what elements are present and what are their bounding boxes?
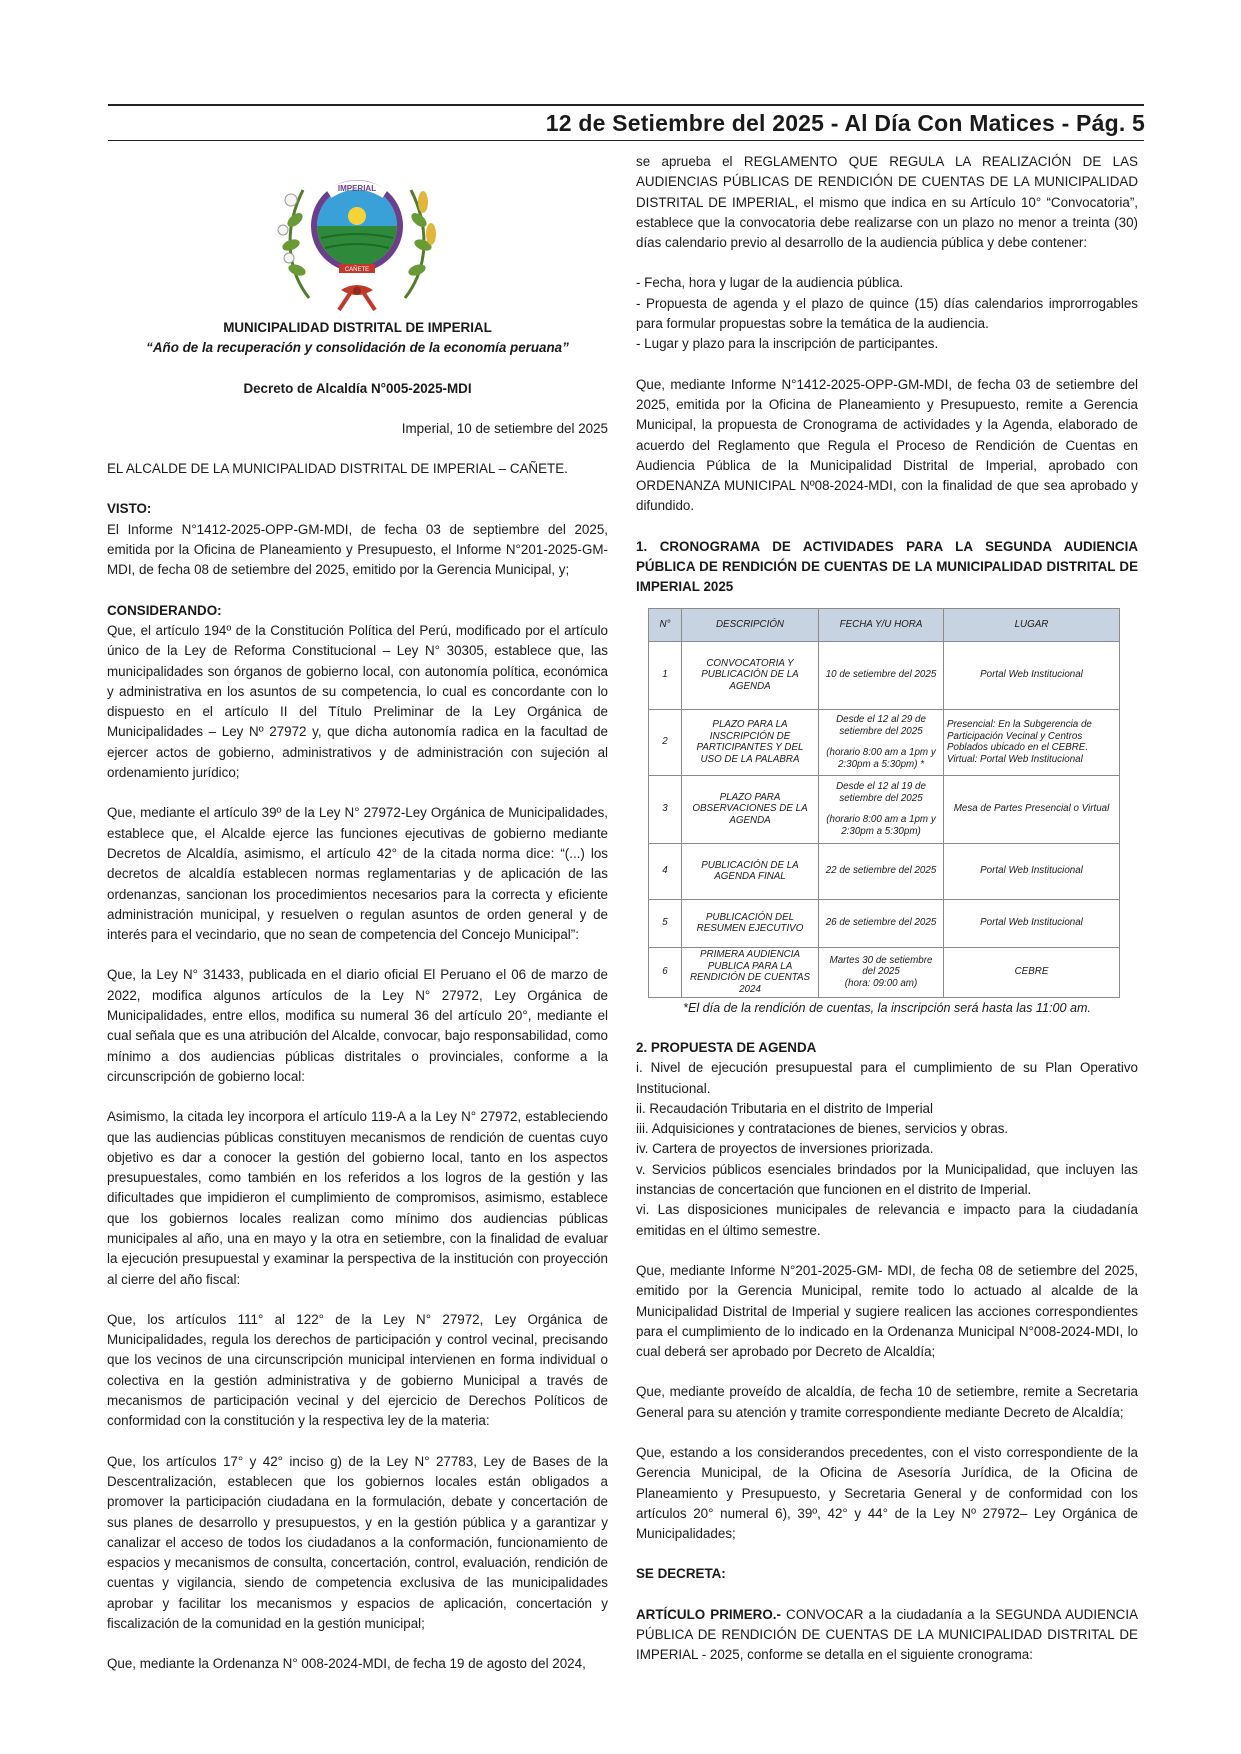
row-date-text: Desde el 12 al 19 de setiembre del 2025 [836,781,926,804]
agenda-item: vi. Las disposiciones municipales de relevancia e impacto para la ciudadanía emitidas en el último semestre. [636,1202,1138,1238]
row-number: 4 [649,843,682,899]
row-description: PRIMERA AUDIENCIA PUBLICA PARA LA RENDICIÓN DE CUENTAS 2024 [682,947,819,997]
row-description: PLAZO PARA LA INSCRIPCIÓN DE PARTICIPANTES Y DEL USO DE LA PALABRA [682,709,819,775]
agenda-item: iii. Adquisiciones y contrataciones de bienes, servicios y obras. [636,1121,1009,1137]
row-date [819,641,944,709]
table-row [649,775,1120,843]
column-header: DESCRIPCIÓN [682,608,819,641]
row-date [819,899,944,947]
article-one-text: CONVOCAR a la ciudadanía a la SEGUNDA AUDIENCIA PÚBLICA DE RENDICIÓN DE CUENTAS DE LA MUNICIPALIDAD DISTRITAL DE IMPERIAL - 2025, conforme se detalla en el siguiente cronograma: [636,1606,1138,1663]
column-header: N° [649,608,682,641]
row-date-text: Martes 30 de setiembre del 2025 [829,954,933,978]
municipality-name: MUNICIPALIDAD DISTRITAL DE IMPERIAL [223,320,492,335]
left-column [107,152,608,1675]
body-paragraph: Que, estando a los considerandos precedentes, con el visto correspondiente de la Gerencia Municipal, de la Oficina de Asesoría Jurídica, de la Oficina de Planeamiento y Presupuesto, y Secretaria General y de conformidad con los artículos 20° numeral 6), 39º, 42° y 44° de la Ley Nº 27972– Ley Orgánica de Municipalidades; [636,1444,1138,1542]
body-paragraph: Que, mediante Informe N°1412-2025-OPP-GM-MDI, de fecha 03 de setiembre del 2025, emitida por la Oficina de Planeamiento y Presupuesto, remite a Gerencia Municipal, la propuesta de Cronograma de actividades y la Agenda, elaborado de acuerdo del Reglamento que Regula el Proceso de Rendición de Cuentas en Audiencia Pública de la Municipalidad Distrital de Imperial, aprobado con ORDENANZA MUNICIPAL Nº08-2024-MDI, con la finalidad de que sea aprobado y difundido. [636,376,1138,514]
schedule-table [648,608,1120,998]
table-row [649,641,1120,709]
row-place: Portal Web Institucional [944,899,1120,947]
row-place: Presencial: En la Subgerencia de Participación Vecinal y Centros Poblados ubicado en el CEBRE. Virtual: Portal Web Institucional [944,709,1120,775]
header-rule-top [108,104,1144,106]
considerando-paragraph: Asimismo, la citada ley incorpora el artículo 119-A a la Ley N° 27972, estableciendo que las audiencias públicas constituyen mecanismos de rendición de cuentas cuyo objetivo es dar a conocer la gestión del gobierno local, tanto en los aspectos presupuestales, como también en los referidos a los logros de la gestión y las dificultades que impidieron el cumplimiento de compromisos, asimismo, establece que los gobiernos locales realizan como mínimo dos audiencias públicas municipales al año, una en mayo y la otra en setiembre, con la finalidad de evaluar la ejecución presupuestal y examinar la perspectiva de la institución con proyección al cierre del año fiscal: [107,1109,608,1287]
header-rule-bottom [108,140,1144,141]
municipal-seal-icon [269,160,445,312]
decreta-heading: SE DECRETA: [636,1566,726,1582]
body-paragraph: se aprueba el REGLAMENTO QUE REGULA LA REALIZACIÓN DE LAS AUDIENCIAS PÚBLICAS DE RENDICIÓN DE CUENTAS DE LA MUNICIPALIDAD DISTRITAL DE IMPERIAL, el mismo que indica en su Artículo 10° “Convocatoria”, establece que la convocatoria debe realizarse con un plazo no menor a treinta (30) días calendario previo al desarrollo de la audiencia pública y debe contener: [636,154,1138,251]
agenda-item: iv. Cartera de proyectos de inversiones priorizada. [636,1141,934,1157]
row-description: CONVOCATORIA Y PUBLICACIÓN DE LA AGENDA [682,641,819,709]
article-one [636,1605,1138,1666]
row-date-text: 22 de setiembre del 2025 [825,865,937,877]
table-footnote: *El día de la rendición de cuentas, la inscripción será hasta las 11:00 am. [683,1000,1091,1015]
agenda-item: ii. Recaudación Tributaria en el distrito de Imperial [636,1100,933,1116]
considerando-paragraph: Que, mediante el artículo 39º de la Ley N° 27972-Ley Orgánica de Municipalidades, establece que, el Alcalde ejerce las funciones ejecutivas de gobierno mediante Decretos de Alcaldía, asimismo, el artículo 42° de la citada norma dice: “(...) los decretos de alcaldía establecen normas reglamentarias y de aplicación de las ordenanzas, sancionan los procedimientos necesarios para la correcta y eficiente administración municipal, y resuelven o regulan asuntos de orden general y de interés para el vecindario, que no sean de competencia del Concejo Municipal”: [107,805,608,943]
row-hours-text: (hora: 09:00 am) [844,977,918,989]
table-row [649,899,1120,947]
row-date [819,947,944,997]
list-item: - Fecha, hora y lugar de la audiencia pública. [636,275,904,291]
body-paragraph: Que, mediante proveído de alcaldía, de fecha 10 de setiembre, remite a Secretaria General para su atención y tramite correspondiente mediante Decreto de Alcaldía; [636,1384,1138,1420]
row-number: 3 [649,775,682,843]
row-number: 5 [649,899,682,947]
considerando-heading: CONSIDERANDO: [107,602,222,618]
list-item: - Propuesta de agenda y el plazo de quince (15) días calendarios improrrogables para formular propuestas sobre la temática de la audiencia. [636,295,1138,332]
considerando-paragraph: Que, los artículos 111° al 122° de la Ley N° 27972, Ley Orgánica de Municipalidades, regula los derechos de participación y control vecinal, precisando que los vecinos de una circunscripción municipal intervienen en forma individual o colectiva en la gestión administrativa y de gobierno Municipal a través de mecanismos de participación vecinal y del ejercicio de Derechos Políticos de conformidad con la constitución y la respectiva ley de la materia: [107,1311,608,1429]
row-date [819,709,944,775]
row-place: Mesa de Partes Presencial o Virtual [944,775,1120,843]
table-row [649,843,1120,899]
seal-banner-text: IMPERIAL [337,184,377,193]
table-row [649,709,1120,775]
visto-text: El Informe N°1412-2025-OPP-GM-MDI, de fecha 03 de septiembre del 2025, emitida por la Oficina de Planeamiento y Presupuesto, el Informe N°201-2025-GM- MDI, de fecha 08 de setiembre del 2025, emitido por la Gerencia Municipal, y; [107,521,608,578]
decree-title: Decreto de Alcaldía N°005-2025-MDI [243,380,472,396]
row-number: 2 [649,709,682,775]
list-item: - Lugar y plazo para la inscripción de participantes. [636,336,939,352]
place-date: Imperial, 10 de setiembre del 2025 [401,420,608,436]
right-column [636,152,1138,1666]
table-row [649,947,1120,997]
table-header-row [649,608,1120,641]
considerando-paragraph: Que, los artículos 17° y 42° inciso g) de la Ley N° 27783, Ley de Bases de la Descentralización, establecen que los gobiernos locales están obligados a promover la participación ciudadana en la formulación, debate y concertación de sus planes de desarrollo y presupuestos, y en la gestión pública y a garantizar y canalizar el acceso de todos los ciudadanos a la conformación, funcionamiento de espacios y mecanismos de consulta, concertación, control, evaluación, rendición de cuentas y vigilancia, siendo de competencia exclusiva de las municipalidades aprobar y facilitar los mecanismos y espacios de aplicación, concertación y fiscalización de la comunidad en la gestión municipal; [107,1453,608,1632]
row-date [819,775,944,843]
row-description: PUBLICACIÓN DE LA AGENDA FINAL [682,843,819,899]
section-heading-cronograma: 1. CRONOGRAMA DE ACTIVIDADES PARA LA SEGUNDA AUDIENCIA PÚBLICA DE RENDICIÓN DE CUENTAS DE LA MUNICIPALIDAD DISTRITAL DE IMPERIAL 2025 [636,538,1138,595]
row-hours-text: (horario 8:00 am a 1pm y 2:30pm a 5:30pm) * [826,747,936,770]
body-paragraph: Que, mediante Informe N°201-2025-GM- MDI, de fecha 08 de setiembre del 2025, emitido por la Gerencia Municipal, remite todo lo actuado al alcalde de la Municipalidad Distrital de Imperial y sugiere realicen las acciones correspondientes para el cumplimiento de lo indicado en la Ordenanza Municipal N°008-2024-MDI, lo cual deberá ser aprobado por Decreto de Alcaldía; [636,1262,1138,1360]
article-one-label: ARTÍCULO PRIMERO.- [636,1606,781,1622]
row-number: 6 [649,947,682,997]
row-hours-text: (horario 8:00 am a 1pm y 2:30pm a 5:30pm) [826,814,936,837]
row-date [819,843,944,899]
considerando-paragraph: Que, el artículo 194º de la Constitución Política del Perú, modificado por el artículo único de la Ley de Reforma Constitucional – Ley N° 30305, establece que, las municipalidades son órganos de gobierno local, con autonomía política, económica y administrativa en los asuntos de su competencia, lo cual es concordante con lo dispuesto en el artículo II del Título Preliminar de la Ley Orgánica de Municipalidades – Ley Nº 27972 y, que dicha autonomía radica en la facultad de ejercer actos de gobierno, administrativos y de administración con sujeción al ordenamiento jurídico; [107,622,608,781]
row-place: Portal Web Institucional [944,843,1120,899]
issuer-line: EL ALCALDE DE LA MUNICIPALIDAD DISTRITAL DE IMPERIAL – CAÑETE. [107,461,568,477]
year-motto: “Año de la recuperación y consolidación de la economía peruana” [146,340,569,356]
row-description: PUBLICACIÓN DEL RESUMEN EJECUTIVO [682,899,819,947]
considerando-paragraph: Que, la Ley N° 31433, publicada en el diario oficial El Peruano el 06 de marzo de 2022, modifica algunos artículos de la Ley N° 27972, Ley Orgánica de Municipalidades, entre ellos, modifica su numeral 36 del artículo 20°, mediante el cual señala que es una atribución del Alcalde, convocar, bajo responsabilidad, como mínimo a dos audiencias públicas distritales o provinciales, conforme a la circunscripción de gobierno local: [107,967,608,1084]
column-header: LUGAR [944,608,1120,641]
row-number: 1 [649,641,682,709]
row-date-text: 26 de setiembre del 2025 [825,917,937,929]
agenda-item: v. Servicios públicos esenciales brindados por la Municipalidad, que incluyen las instancias de concertación que funcionen en el distrito de Imperial. [636,1161,1138,1198]
page-header-title: 12 de Setiembre del 2025 - Al Día Con Matices - Pág. 5 [545,110,1145,136]
row-description: PLAZO PARA OBSERVACIONES DE LA AGENDA [682,775,819,843]
visto-heading: VISTO: [107,501,152,517]
row-date-text: Desde el 12 al 29 de setiembre del 2025 [836,714,926,737]
section-heading-agenda: 2. PROPUESTA DE AGENDA [636,1039,817,1055]
row-place: Portal Web Institucional [944,641,1120,709]
row-date-text: 10 de setiembre del 2025 [825,669,937,681]
seal-base-text: CAÑETE [344,267,370,273]
agenda-item: i. Nivel de ejecución presupuestal para el cumplimiento de su Plan Operativo Institucional. [636,1060,1138,1096]
column-header: FECHA Y/U HORA [819,608,944,641]
municipal-seal [107,160,608,318]
considerando-paragraph: Que, mediante la Ordenanza N° 008-2024-MDI, de fecha 19 de agosto del 2024, [107,1656,586,1672]
row-place: CEBRE [944,947,1120,997]
